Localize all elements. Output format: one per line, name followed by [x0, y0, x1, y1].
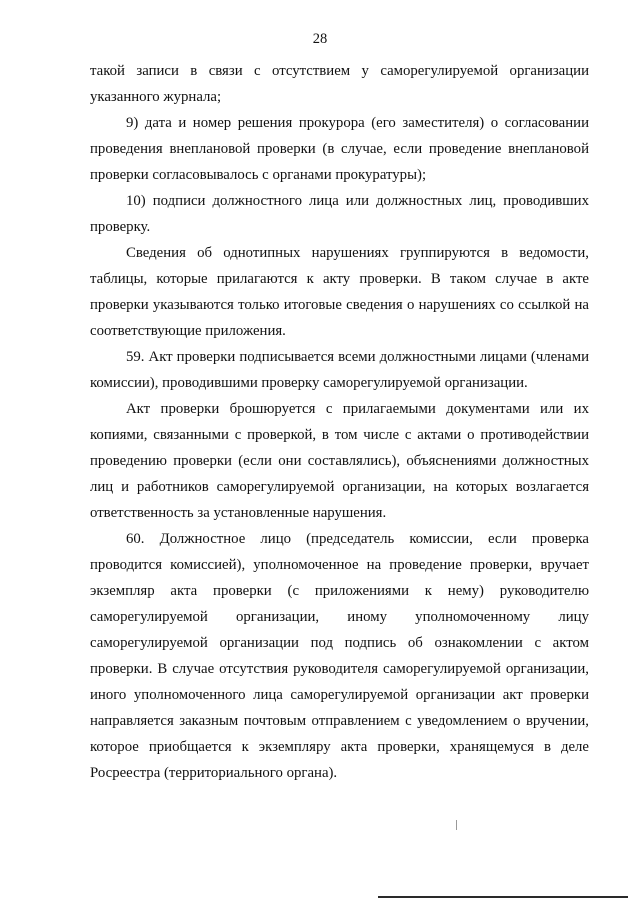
page-number: 28: [312, 31, 328, 47]
paragraph-act-binding: Акт проверки брошюруется с прилагаемыми документами или их копиями, связанными с проверкой, в том числе с актами о противодействии проведению проверки (если они составлялись), объяснениями должностных лиц и работников саморегулируемой организации, на которых возлагается ответственность за установленные нарушения.: [90, 401, 589, 521]
paragraph-item-10: 10) подписи должностного лица или должностных лиц, проводивших проверку.: [90, 193, 589, 235]
paragraph-violations-summary: Сведения об однотипных нарушениях группируются в ведомости, таблицы, которые прилагаются к акту проверки. В таком случае в акте проверки указываются только итоговые сведения о нарушениях со ссылкой на соответствующие приложения.: [90, 245, 589, 339]
paragraph-59: 59. Акт проверки подписывается всеми должностными лицами (членами комиссии), проводившими проверку саморегулируемой организации.: [90, 349, 589, 391]
paragraph-continuation: такой записи в связи с отсутствием у саморегулируемой организации указанного журнала;: [90, 63, 589, 105]
paragraph-item-9: 9) дата и номер решения прокурора (его заместителя) о согласовании проведения внеплановой проверки (в случае, если проведение внеплановой проверки согласовывалось с органами прокуратуры);: [90, 115, 589, 183]
scan-speck: [456, 820, 457, 830]
paragraph-60: 60. Должностное лицо (председатель комиссии, если проверка проводится комиссией), уполномоченное на проведение проверки, вручает экземпляр акта проверки (с приложениями к нему) руководителю саморегулируемой организации, иному уполномоченному лицу саморегулируемой организации под подпись об ознакомлении с актом проверки. В случае отсутствия руководителя саморегулируемой организации, иного уполномоченного лица саморегулируемой организации акт проверки направляется заказным почтовым отправлением с уведомлением о вручении, которое приобщается к экземпляру акта проверки, хранящемуся в деле Росреестра (территориального органа).: [90, 531, 589, 781]
bottom-edge-mark: [378, 896, 628, 898]
document-body: [90, 58, 589, 786]
